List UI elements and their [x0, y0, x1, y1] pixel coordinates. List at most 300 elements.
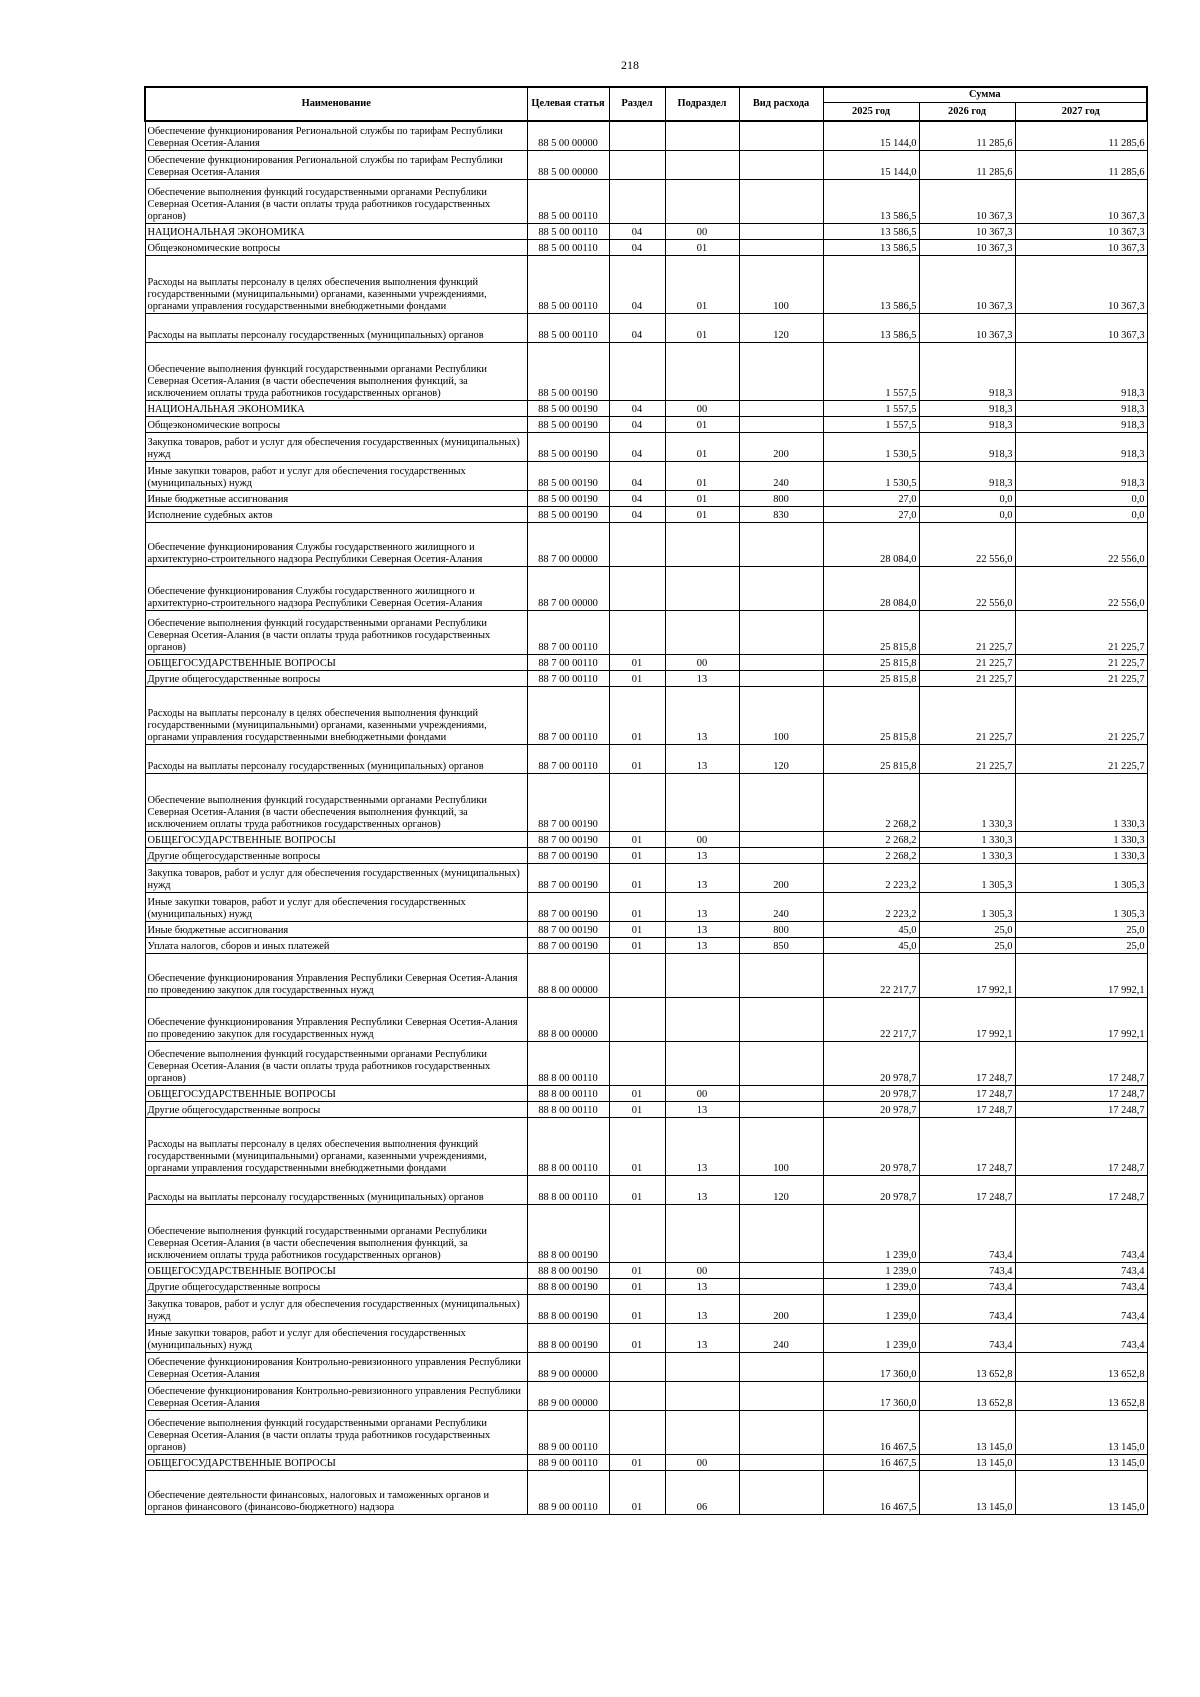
- row-value-2026: 11 285,6: [919, 121, 1015, 150]
- row-section: 01: [609, 1454, 665, 1470]
- row-subsection: 13: [665, 847, 739, 863]
- table-row: [145, 863, 1147, 892]
- row-name: Иные бюджетные ассигнования: [145, 490, 527, 506]
- row-value-2027: 25,0: [1015, 937, 1147, 953]
- row-expense-type: [739, 223, 823, 239]
- row-value-2026: 743,4: [919, 1262, 1015, 1278]
- row-value-2025: 1 557,5: [823, 416, 919, 432]
- row-expense-type: 240: [739, 892, 823, 921]
- row-section: 01: [609, 1470, 665, 1514]
- row-section: [609, 342, 665, 400]
- row-section: [609, 1381, 665, 1410]
- row-section: [609, 997, 665, 1041]
- row-name: Другие общегосударственные вопросы: [145, 1101, 527, 1117]
- row-value-2026: 17 992,1: [919, 953, 1015, 997]
- row-section: 04: [609, 255, 665, 313]
- row-target-code: 88 8 00 00000: [527, 997, 609, 1041]
- row-expense-type: [739, 1262, 823, 1278]
- row-value-2026: 13 145,0: [919, 1470, 1015, 1514]
- row-name: Обеспечение выполнения функций государственными органами Республики Северная Осетия-Алания (в части оплаты труда работников государственных органов): [145, 1041, 527, 1085]
- row-value-2027: 918,3: [1015, 432, 1147, 461]
- row-name: Обеспечение выполнения функций государственными органами Республики Северная Осетия-Алания (в части оплаты труда работников государственных органов): [145, 179, 527, 223]
- page-number: 218: [621, 58, 639, 72]
- row-expense-type: [739, 1381, 823, 1410]
- row-subsection: 00: [665, 1085, 739, 1101]
- row-value-2026: 918,3: [919, 416, 1015, 432]
- row-expense-type: 100: [739, 686, 823, 744]
- row-subsection: 13: [665, 921, 739, 937]
- row-subsection: 06: [665, 1470, 739, 1514]
- row-section: 04: [609, 223, 665, 239]
- row-value-2025: 1 239,0: [823, 1262, 919, 1278]
- row-target-code: 88 5 00 00190: [527, 432, 609, 461]
- row-target-code: 88 7 00 00190: [527, 921, 609, 937]
- row-expense-type: [739, 1101, 823, 1117]
- row-value-2027: 17 992,1: [1015, 953, 1147, 997]
- row-value-2027: 13 145,0: [1015, 1454, 1147, 1470]
- row-target-code: 88 8 00 00110: [527, 1175, 609, 1204]
- row-expense-type: 100: [739, 255, 823, 313]
- row-subsection: 00: [665, 831, 739, 847]
- row-value-2027: 21 225,7: [1015, 610, 1147, 654]
- row-section: 04: [609, 432, 665, 461]
- table-row: [145, 831, 1147, 847]
- row-expense-type: 200: [739, 432, 823, 461]
- row-name: Обеспечение выполнения функций государственными органами Республики Северная Осетия-Алания (в части оплаты труда работников государственных органов): [145, 1410, 527, 1454]
- row-value-2025: 1 239,0: [823, 1323, 919, 1352]
- row-target-code: 88 7 00 00190: [527, 892, 609, 921]
- row-expense-type: [739, 610, 823, 654]
- row-section: 01: [609, 831, 665, 847]
- row-value-2025: 45,0: [823, 921, 919, 937]
- row-target-code: 88 8 00 00110: [527, 1101, 609, 1117]
- row-value-2026: 17 248,7: [919, 1175, 1015, 1204]
- table-row: [145, 670, 1147, 686]
- row-section: 04: [609, 313, 665, 342]
- row-expense-type: [739, 1352, 823, 1381]
- row-section: 01: [609, 670, 665, 686]
- row-subsection: [665, 610, 739, 654]
- row-target-code: 88 8 00 00190: [527, 1278, 609, 1294]
- row-name: Расходы на выплаты персоналу государственных (муниципальных) органов: [145, 744, 527, 773]
- row-target-code: 88 5 00 00190: [527, 490, 609, 506]
- row-value-2025: 22 217,7: [823, 997, 919, 1041]
- row-value-2027: 743,4: [1015, 1262, 1147, 1278]
- row-value-2026: 21 225,7: [919, 610, 1015, 654]
- row-subsection: 13: [665, 744, 739, 773]
- table-body: [145, 121, 1147, 1514]
- row-subsection: [665, 1041, 739, 1085]
- row-target-code: 88 5 00 00190: [527, 506, 609, 522]
- table-row: [145, 1117, 1147, 1175]
- row-name: ОБЩЕГОСУДАРСТВЕННЫЕ ВОПРОСЫ: [145, 1085, 527, 1101]
- row-target-code: 88 8 00 00000: [527, 953, 609, 997]
- row-name: Другие общегосударственные вопросы: [145, 847, 527, 863]
- row-section: [609, 522, 665, 566]
- row-expense-type: 100: [739, 1117, 823, 1175]
- row-expense-type: 800: [739, 490, 823, 506]
- row-target-code: 88 5 00 00190: [527, 461, 609, 490]
- row-value-2027: 21 225,7: [1015, 654, 1147, 670]
- row-section: [609, 1352, 665, 1381]
- row-value-2026: 743,4: [919, 1294, 1015, 1323]
- row-expense-type: 830: [739, 506, 823, 522]
- row-subsection: 01: [665, 506, 739, 522]
- row-name: НАЦИОНАЛЬНАЯ ЭКОНОМИКА: [145, 223, 527, 239]
- row-section: 01: [609, 1085, 665, 1101]
- row-value-2026: 1 330,3: [919, 773, 1015, 831]
- row-subsection: [665, 1410, 739, 1454]
- row-value-2026: 1 305,3: [919, 863, 1015, 892]
- row-target-code: 88 8 00 00190: [527, 1294, 609, 1323]
- row-value-2027: 1 330,3: [1015, 831, 1147, 847]
- row-value-2026: 13 145,0: [919, 1410, 1015, 1454]
- row-value-2026: 1 330,3: [919, 847, 1015, 863]
- row-value-2026: 0,0: [919, 490, 1015, 506]
- row-value-2026: 22 556,0: [919, 522, 1015, 566]
- table-row: [145, 654, 1147, 670]
- row-value-2027: 743,4: [1015, 1278, 1147, 1294]
- row-expense-type: [739, 953, 823, 997]
- row-section: 04: [609, 400, 665, 416]
- row-subsection: 13: [665, 1175, 739, 1204]
- row-expense-type: 240: [739, 461, 823, 490]
- row-name: Обеспечение выполнения функций государственными органами Республики Северная Осетия-Алания (в части обеспечения выполнения функций, за исключением оплаты труда работников государственных органов): [145, 773, 527, 831]
- row-value-2027: 13 652,8: [1015, 1381, 1147, 1410]
- row-name: Расходы на выплаты персоналу государственных (муниципальных) органов: [145, 1175, 527, 1204]
- table-row: [145, 566, 1147, 610]
- row-value-2026: 918,3: [919, 342, 1015, 400]
- row-value-2025: 2 268,2: [823, 773, 919, 831]
- row-value-2026: 10 367,3: [919, 255, 1015, 313]
- row-value-2025: 15 144,0: [823, 150, 919, 179]
- row-section: 04: [609, 239, 665, 255]
- row-name: Закупка товаров, работ и услуг для обеспечения государственных (муниципальных) нужд: [145, 863, 527, 892]
- row-target-code: 88 8 00 00190: [527, 1262, 609, 1278]
- row-expense-type: [739, 416, 823, 432]
- row-subsection: 13: [665, 1294, 739, 1323]
- row-name: ОБЩЕГОСУДАРСТВЕННЫЕ ВОПРОСЫ: [145, 1454, 527, 1470]
- row-value-2025: 27,0: [823, 506, 919, 522]
- row-value-2025: 1 557,5: [823, 400, 919, 416]
- row-subsection: [665, 997, 739, 1041]
- row-value-2027: 13 145,0: [1015, 1410, 1147, 1454]
- row-subsection: 00: [665, 654, 739, 670]
- row-value-2026: 13 652,8: [919, 1381, 1015, 1410]
- row-target-code: 88 9 00 00000: [527, 1352, 609, 1381]
- row-value-2026: 743,4: [919, 1278, 1015, 1294]
- row-name: Обеспечение функционирования Управления Республики Северная Осетия-Алания по проведению закупок для государственных нужд: [145, 997, 527, 1041]
- row-subsection: 13: [665, 1323, 739, 1352]
- row-value-2026: 10 367,3: [919, 223, 1015, 239]
- row-expense-type: [739, 847, 823, 863]
- row-name: Общеэкономические вопросы: [145, 239, 527, 255]
- row-section: 01: [609, 863, 665, 892]
- row-target-code: 88 5 00 00190: [527, 416, 609, 432]
- row-target-code: 88 7 00 00190: [527, 831, 609, 847]
- row-subsection: [665, 953, 739, 997]
- row-expense-type: [739, 1085, 823, 1101]
- row-expense-type: [739, 239, 823, 255]
- row-subsection: 00: [665, 1262, 739, 1278]
- row-value-2027: 22 556,0: [1015, 522, 1147, 566]
- row-target-code: 88 7 00 00110: [527, 670, 609, 686]
- row-value-2026: 918,3: [919, 400, 1015, 416]
- row-section: 01: [609, 654, 665, 670]
- row-expense-type: [739, 1041, 823, 1085]
- row-name: Обеспечение функционирования Управления Республики Северная Осетия-Алания по проведению закупок для государственных нужд: [145, 953, 527, 997]
- table-row: [145, 921, 1147, 937]
- row-value-2026: 743,4: [919, 1204, 1015, 1262]
- row-name: Обеспечение выполнения функций государственными органами Республики Северная Осетия-Алания (в части обеспечения выполнения функций, за исключением оплаты труда работников государственных органов): [145, 342, 527, 400]
- budget-table: [144, 86, 1148, 1515]
- row-value-2027: 11 285,6: [1015, 121, 1147, 150]
- row-target-code: 88 7 00 00190: [527, 937, 609, 953]
- row-value-2027: 0,0: [1015, 490, 1147, 506]
- row-value-2027: 17 248,7: [1015, 1101, 1147, 1117]
- row-name: ОБЩЕГОСУДАРСТВЕННЫЕ ВОПРОСЫ: [145, 654, 527, 670]
- row-section: 01: [609, 1278, 665, 1294]
- row-value-2025: 16 467,5: [823, 1410, 919, 1454]
- row-subsection: 01: [665, 313, 739, 342]
- row-value-2027: 10 367,3: [1015, 179, 1147, 223]
- row-value-2027: 21 225,7: [1015, 686, 1147, 744]
- row-value-2025: 15 144,0: [823, 121, 919, 150]
- row-value-2025: 20 978,7: [823, 1085, 919, 1101]
- row-subsection: 13: [665, 937, 739, 953]
- row-subsection: 00: [665, 223, 739, 239]
- row-value-2025: 13 586,5: [823, 239, 919, 255]
- row-value-2027: 743,4: [1015, 1294, 1147, 1323]
- row-value-2027: 0,0: [1015, 506, 1147, 522]
- table-row: [145, 461, 1147, 490]
- row-expense-type: [739, 150, 823, 179]
- row-value-2025: 20 978,7: [823, 1041, 919, 1085]
- table-row: [145, 1262, 1147, 1278]
- row-section: 01: [609, 921, 665, 937]
- row-value-2025: 20 978,7: [823, 1101, 919, 1117]
- row-name: Иные бюджетные ассигнования: [145, 921, 527, 937]
- table-row: [145, 686, 1147, 744]
- row-expense-type: [739, 400, 823, 416]
- table-row: [145, 1323, 1147, 1352]
- table-row: [145, 1454, 1147, 1470]
- row-expense-type: [739, 522, 823, 566]
- header-2025: 2025 год: [823, 103, 919, 122]
- table-row: [145, 490, 1147, 506]
- row-value-2025: 16 467,5: [823, 1470, 919, 1514]
- table-row: [145, 1085, 1147, 1101]
- row-subsection: 13: [665, 1278, 739, 1294]
- table-row: [145, 1204, 1147, 1262]
- row-subsection: [665, 1381, 739, 1410]
- row-value-2025: 25 815,8: [823, 654, 919, 670]
- table-row: [145, 847, 1147, 863]
- table-row: [145, 1352, 1147, 1381]
- row-value-2025: 20 978,7: [823, 1175, 919, 1204]
- row-name: Обеспечение функционирования Службы государственного жилищного и архитектурно-строительного надзора Республики Северная Осетия-Алания: [145, 566, 527, 610]
- row-name: Иные закупки товаров, работ и услуг для обеспечения государственных (муниципальных) нужд: [145, 461, 527, 490]
- row-expense-type: [739, 1454, 823, 1470]
- row-value-2027: 1 305,3: [1015, 892, 1147, 921]
- row-name: Закупка товаров, работ и услуг для обеспечения государственных (муниципальных) нужд: [145, 1294, 527, 1323]
- row-section: [609, 121, 665, 150]
- row-value-2025: 1 557,5: [823, 342, 919, 400]
- row-target-code: 88 9 00 00110: [527, 1454, 609, 1470]
- table-row: [145, 179, 1147, 223]
- header-name: Наименование: [145, 87, 527, 121]
- header-sum: Сумма: [823, 87, 1147, 103]
- row-expense-type: [739, 670, 823, 686]
- row-value-2025: 25 815,8: [823, 686, 919, 744]
- row-section: [609, 1204, 665, 1262]
- header-subsection: Подраздел: [665, 87, 739, 121]
- row-expense-type: 200: [739, 1294, 823, 1323]
- row-target-code: 88 5 00 00110: [527, 313, 609, 342]
- row-target-code: 88 5 00 00110: [527, 223, 609, 239]
- row-target-code: 88 9 00 00110: [527, 1470, 609, 1514]
- row-value-2026: 17 248,7: [919, 1085, 1015, 1101]
- row-value-2025: 17 360,0: [823, 1381, 919, 1410]
- row-value-2027: 17 248,7: [1015, 1117, 1147, 1175]
- row-value-2027: 918,3: [1015, 461, 1147, 490]
- row-expense-type: [739, 1470, 823, 1514]
- row-subsection: 13: [665, 892, 739, 921]
- row-subsection: [665, 566, 739, 610]
- row-value-2026: 25,0: [919, 921, 1015, 937]
- row-subsection: 13: [665, 686, 739, 744]
- row-value-2025: 25 815,8: [823, 670, 919, 686]
- row-value-2025: 17 360,0: [823, 1352, 919, 1381]
- table-row: [145, 150, 1147, 179]
- row-value-2026: 17 248,7: [919, 1041, 1015, 1085]
- row-target-code: 88 9 00 00000: [527, 1381, 609, 1410]
- row-value-2026: 17 248,7: [919, 1117, 1015, 1175]
- row-expense-type: [739, 773, 823, 831]
- row-expense-type: [739, 1410, 823, 1454]
- row-name: Расходы на выплаты персоналу в целях обеспечения выполнения функций государственными (муниципальными) органами, казенными учреждениями, органами управления государственными внебюджетными фондами: [145, 255, 527, 313]
- table-row: [145, 1278, 1147, 1294]
- row-value-2026: 10 367,3: [919, 313, 1015, 342]
- row-subsection: 13: [665, 863, 739, 892]
- row-value-2026: 13 652,8: [919, 1352, 1015, 1381]
- row-section: 04: [609, 506, 665, 522]
- row-value-2027: 22 556,0: [1015, 566, 1147, 610]
- row-section: 01: [609, 1175, 665, 1204]
- row-target-code: 88 5 00 00000: [527, 121, 609, 150]
- row-subsection: [665, 773, 739, 831]
- row-subsection: [665, 150, 739, 179]
- row-name: Исполнение судебных актов: [145, 506, 527, 522]
- row-subsection: [665, 121, 739, 150]
- row-name: ОБЩЕГОСУДАРСТВЕННЫЕ ВОПРОСЫ: [145, 1262, 527, 1278]
- row-name: Обеспечение выполнения функций государственными органами Республики Северная Осетия-Алания (в части обеспечения выполнения функций, за исключением оплаты труда работников государственных органов): [145, 1204, 527, 1262]
- row-value-2025: 1 239,0: [823, 1294, 919, 1323]
- row-target-code: 88 8 00 00190: [527, 1323, 609, 1352]
- row-value-2027: 17 248,7: [1015, 1085, 1147, 1101]
- row-name: Расходы на выплаты персоналу государственных (муниципальных) органов: [145, 313, 527, 342]
- row-target-code: 88 8 00 00110: [527, 1041, 609, 1085]
- row-section: [609, 566, 665, 610]
- row-name: Обеспечение функционирования Службы государственного жилищного и архитектурно-строительного надзора Республики Северная Осетия-Алания: [145, 522, 527, 566]
- row-value-2027: 17 248,7: [1015, 1175, 1147, 1204]
- row-value-2025: 1 239,0: [823, 1204, 919, 1262]
- row-target-code: 88 8 00 00110: [527, 1117, 609, 1175]
- row-subsection: [665, 179, 739, 223]
- row-value-2025: 13 586,5: [823, 255, 919, 313]
- table-row: [145, 1381, 1147, 1410]
- row-expense-type: 120: [739, 744, 823, 773]
- row-section: 01: [609, 1323, 665, 1352]
- row-value-2027: 10 367,3: [1015, 255, 1147, 313]
- row-value-2026: 22 556,0: [919, 566, 1015, 610]
- row-value-2025: 2 268,2: [823, 847, 919, 863]
- row-target-code: 88 5 00 00190: [527, 400, 609, 416]
- row-subsection: [665, 1352, 739, 1381]
- table-row: [145, 223, 1147, 239]
- row-value-2026: 17 248,7: [919, 1101, 1015, 1117]
- row-name: Общеэкономические вопросы: [145, 416, 527, 432]
- table-row: [145, 121, 1147, 150]
- row-name: Иные закупки товаров, работ и услуг для обеспечения государственных (муниципальных) нужд: [145, 892, 527, 921]
- row-name: Другие общегосударственные вопросы: [145, 670, 527, 686]
- table-row: [145, 342, 1147, 400]
- row-value-2027: 10 367,3: [1015, 313, 1147, 342]
- row-target-code: 88 7 00 00000: [527, 566, 609, 610]
- row-expense-type: [739, 342, 823, 400]
- row-value-2025: 13 586,5: [823, 313, 919, 342]
- row-expense-type: 200: [739, 863, 823, 892]
- row-subsection: 00: [665, 1454, 739, 1470]
- row-value-2027: 1 330,3: [1015, 773, 1147, 831]
- row-target-code: 88 5 00 00110: [527, 179, 609, 223]
- row-target-code: 88 8 00 00110: [527, 1085, 609, 1101]
- row-value-2026: 13 145,0: [919, 1454, 1015, 1470]
- row-target-code: 88 7 00 00110: [527, 610, 609, 654]
- row-subsection: [665, 522, 739, 566]
- row-section: [609, 610, 665, 654]
- row-value-2025: 27,0: [823, 490, 919, 506]
- row-value-2026: 10 367,3: [919, 239, 1015, 255]
- row-section: [609, 773, 665, 831]
- table-row: [145, 239, 1147, 255]
- row-value-2026: 21 225,7: [919, 670, 1015, 686]
- row-expense-type: 240: [739, 1323, 823, 1352]
- row-value-2025: 1 530,5: [823, 461, 919, 490]
- row-target-code: 88 7 00 00190: [527, 773, 609, 831]
- row-expense-type: 120: [739, 313, 823, 342]
- row-value-2026: 0,0: [919, 506, 1015, 522]
- row-subsection: [665, 342, 739, 400]
- row-target-code: 88 7 00 00110: [527, 686, 609, 744]
- row-expense-type: [739, 121, 823, 150]
- row-target-code: 88 9 00 00110: [527, 1410, 609, 1454]
- row-section: 01: [609, 1294, 665, 1323]
- row-name: Закупка товаров, работ и услуг для обеспечения государственных (муниципальных) нужд: [145, 432, 527, 461]
- row-expense-type: [739, 1204, 823, 1262]
- row-value-2027: 17 992,1: [1015, 997, 1147, 1041]
- table-row: [145, 937, 1147, 953]
- row-value-2026: 21 225,7: [919, 686, 1015, 744]
- row-target-code: 88 7 00 00110: [527, 654, 609, 670]
- row-value-2026: 1 330,3: [919, 831, 1015, 847]
- table-row: [145, 313, 1147, 342]
- row-target-code: 88 7 00 00110: [527, 744, 609, 773]
- row-value-2027: 1 305,3: [1015, 863, 1147, 892]
- row-section: 04: [609, 490, 665, 506]
- row-value-2026: 17 992,1: [919, 997, 1015, 1041]
- row-value-2025: 13 586,5: [823, 223, 919, 239]
